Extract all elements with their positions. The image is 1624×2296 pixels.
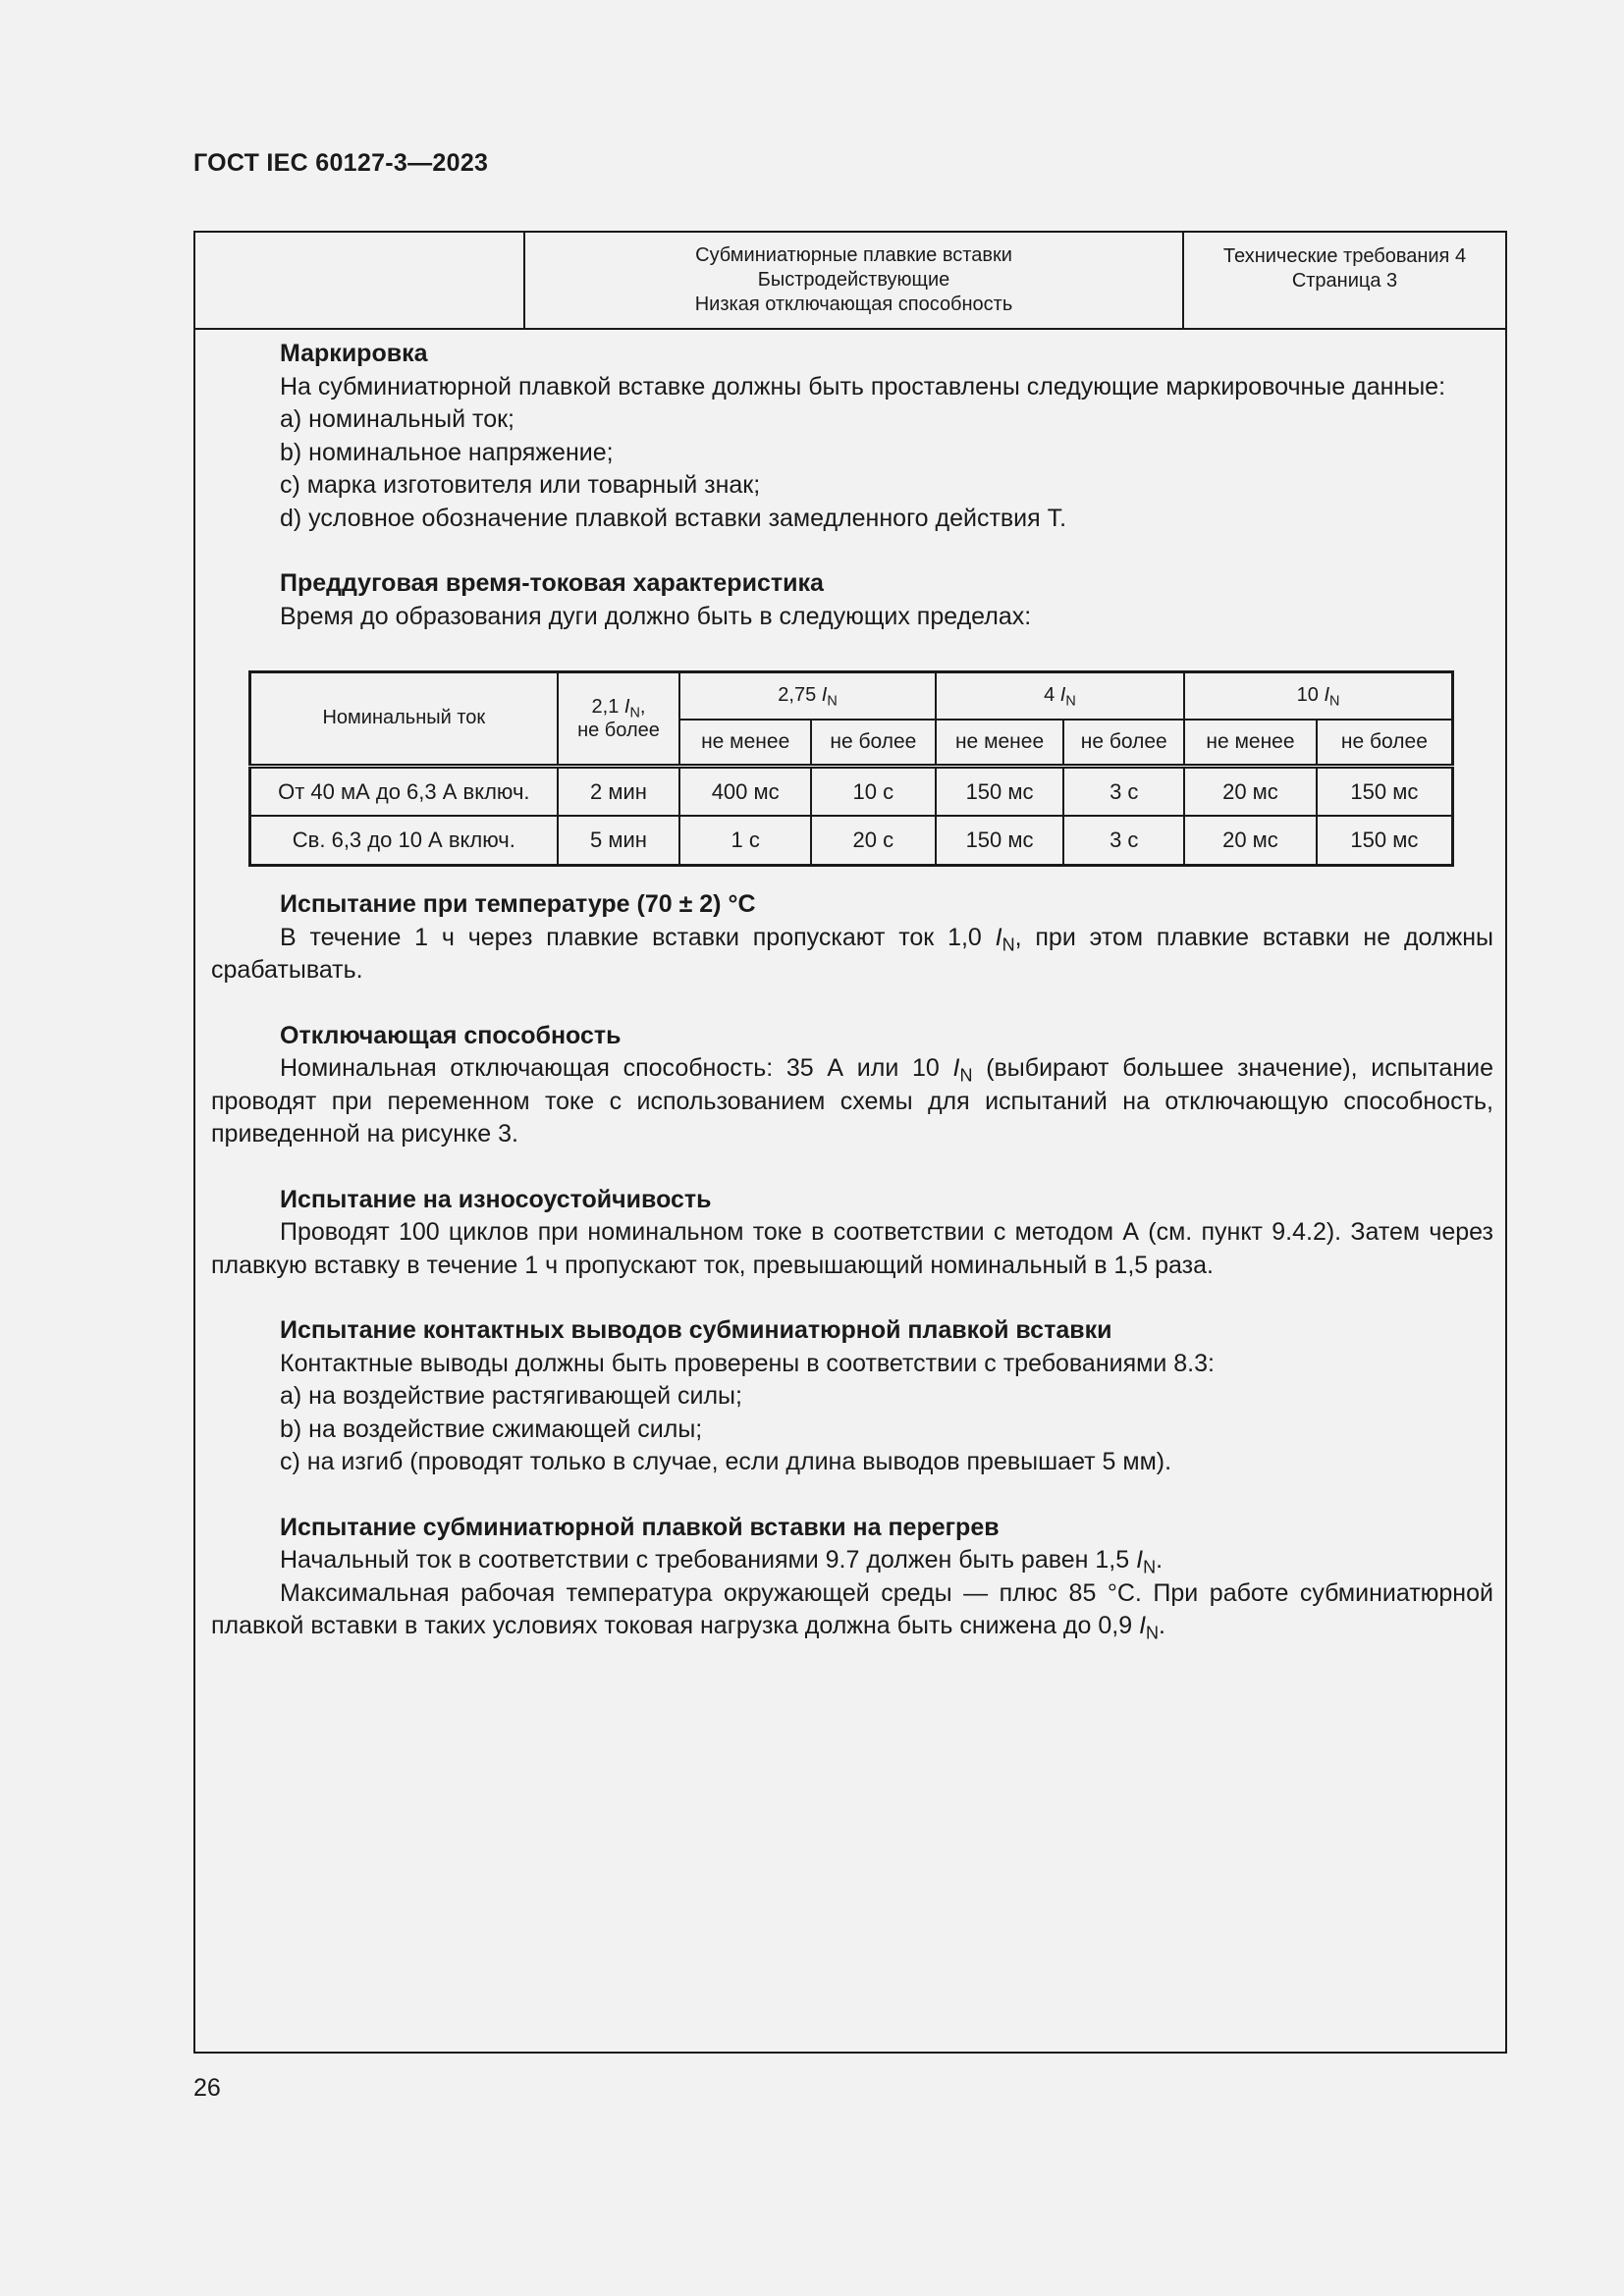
paragraph: В течение 1 ч через плавкие вставки пропускают ток 1,0 $I_N$, при этом плавкие вставки не должны срабатывать. [211,923,1494,984]
table-cell: 150 мс [1317,816,1453,866]
header-subject-line: Низкая отключающая способность [694,294,1013,315]
page-number: 26 [193,2074,221,2102]
section-breaking-capacity [211,1020,1493,1151]
table-cell: 150 мс [936,767,1064,817]
table-cell: 20 мс [1184,816,1317,866]
section-temperature-test [211,888,1493,988]
col-header-max: не более [1063,720,1184,767]
section-title: Испытание на износоустойчивость [280,1185,712,1213]
header-subject [525,233,1184,328]
sheet-content [211,338,1493,1676]
col-header-min: не менее [679,720,811,767]
col-header-max: не более [811,720,936,767]
paragraph: На субминиатюрной плавкой вставке должны быть проставлены следующие маркировочные данные: [280,372,1446,400]
paragraph: Время до образования дуги должно быть в следующих пределах: [280,602,1032,630]
list-item: c) марка изготовителя или товарный знак; [280,471,761,499]
paragraph: Проводят 100 циклов при номинальном токе в соответствии с методом А (см. пункт 9.4.2). Затем через плавкую вставку в течение 1 ч пропускают ток, превышающий номинальный в 1,5 раза. [211,1218,1493,1279]
table-cell: Св. 6,3 до 10 А включ. [250,816,558,866]
list-item: c) на изгиб (проводят только в случае, если длина выводов превышает 5 мм). [280,1448,1172,1475]
paragraph: Контактные выводы должны быть проверены в соответствии с требованиями 8.3: [280,1349,1215,1377]
table-cell: 2 мин [558,767,680,817]
table-cell: 3 с [1063,767,1184,817]
paragraph: Номинальная отключающая способность: 35 А или 10 $I_N$ (выбирают большее значение), испытание проводят при переменном токе с использованием схемы для испытаний на отключающую способность, приведенной на рисунке 3. [211,1054,1494,1148]
section-title: Преддуговая время-токовая характеристика [280,569,824,597]
col-header-min: не менее [936,720,1064,767]
paragraph: Максимальная рабочая температура окружающей среды — плюс 85 °С. При работе субминиатюрной плавкой вставки в таких условиях токовая нагрузка должна быть снижена до 0,9 $I_N$. [211,1578,1493,1643]
table-cell: От 40 мА до 6,3 А включ. [250,767,558,817]
paragraph: Начальный ток в соответствии с требованиями 9.7 должен быть равен 1,5 $I_N$. [280,1546,1164,1577]
document-id: ГОСТ IEC 60127-3—2023 [193,149,489,177]
col-header-rated-current: Номинальный ток [250,672,558,767]
table-cell: 1 с [679,816,811,866]
section-title: Испытание контактных выводов субминиатюрной плавкой вставки [280,1316,1112,1344]
col-group-2-75: 2,75 $I_N$ [679,672,935,721]
section-title: Испытание при температуре (70 ± 2) °С [280,890,756,918]
list-item: b) номинальное напряжение; [280,438,614,466]
section-endurance-test [211,1184,1493,1283]
table-cell: 20 с [811,816,936,866]
table-cell: 400 мс [679,767,811,817]
col-header-min: не менее [1184,720,1317,767]
section-title: Маркировка [280,340,428,367]
list-item: a) на воздействие растягивающей силы; [280,1382,742,1410]
section-marking [211,338,1493,535]
header-sheet-ref [1184,233,1505,328]
header-subject-line: Субминиатюрные плавкие вставки [695,244,1012,266]
section-title: Испытание субминиатюрной плавкой вставки на перегрев [280,1513,1000,1541]
header-sheet-line: Страница 3 [1291,270,1398,292]
section-terminals-test [211,1314,1493,1479]
section-prearc [211,567,1493,633]
table-cell: 10 с [811,767,936,817]
table-cell: 20 мс [1184,767,1317,817]
prearc-table [248,670,1454,867]
sheet-header [195,233,1505,330]
table-cell: 150 мс [936,816,1064,866]
table-cell: 150 мс [1317,767,1453,817]
page-frame [193,231,1507,2054]
col-header-max: не более [1317,720,1453,767]
table-row [250,816,1453,866]
table-row [250,767,1453,817]
col-group-4: 4 $I_N$ [936,672,1184,721]
header-sheet-line: Технические требования 4 [1222,245,1467,267]
list-item: a) номинальный ток; [280,405,515,433]
header-subject-line: Быстродействующие [757,269,950,291]
col-header-2-1: 2,1 $I_N$, не более [558,672,680,767]
col-group-10: 10 $I_N$ [1184,672,1452,721]
table-cell: 3 с [1063,816,1184,866]
table-cell: 5 мин [558,816,680,866]
header-empty-cell [195,233,525,328]
section-title: Отключающая способность [280,1021,622,1049]
section-overheat-test [211,1512,1493,1643]
list-item: d) условное обозначение плавкой вставки замедленного действия Т. [280,504,1067,532]
list-item: b) на воздействие сжимающей силы; [280,1415,703,1443]
